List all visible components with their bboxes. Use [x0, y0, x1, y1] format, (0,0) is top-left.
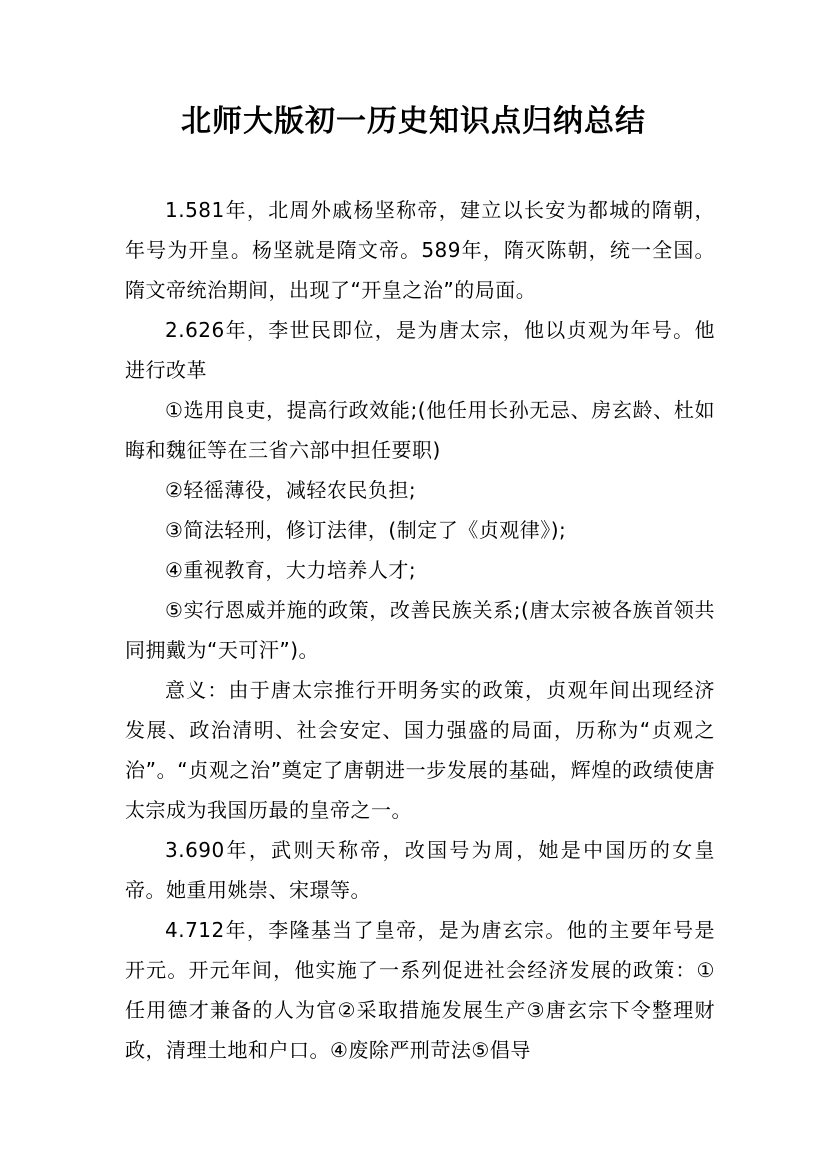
document-title: 北师大版初一历史知识点归纳总结 [181, 104, 646, 139]
paragraph-wu-zetian: 3.690年，武则天称帝，改国号为周，她是中国历的女皇帝。她重用姚崇、宋璟等。 [125, 838, 715, 902]
paragraph-reform-3: ③简法轻刑，修订法律，(制定了《贞观律》); [165, 518, 567, 542]
paragraph-reform-1: ①选用良吏，提高行政效能;(他任用长孙无忌、房玄龄、杜如晦和魏征等在三省六部中担任要职) [125, 398, 715, 462]
paragraph-reform-4: ④重视教育，大力培养人才; [165, 558, 417, 582]
paragraph-tang-taizong: 2.626年，李世民即位，是为唐太宗，他以贞观为年号。他进行改革 [125, 318, 715, 382]
paragraph-significance: 意义：由于唐太宗推行开明务实的政策，贞观年间出现经济发展、政治清明、社会安定、国力强盛的局面，历称为“贞观之治”。“贞观之治”奠定了唐朝进一步发展的基础，辉煌的政绩使唐太宗成为我国历最的皇帝之一。 [125, 678, 715, 822]
paragraph-reform-2: ②轻徭薄役，减轻农民负担; [165, 478, 417, 502]
paragraph-sui-dynasty: 1.581年，北周外戚杨坚称帝，建立以长安为都城的隋朝，年号为开皇。杨坚就是隋文帝。589年，隋灭陈朝，统一全国。隋文帝统治期间，出现了“开皇之治”的局面。 [125, 198, 715, 302]
paragraph-tang-xuanzong: 4.712年，李隆基当了皇帝，是为唐玄宗。他的主要年号是开元。开元年间，他实施了一系列促进社会经济发展的政策：①任用德才兼备的人为官②采取措施发展生产③唐玄宗下令整理财政，清理土地和户口。④废除严刑苛法⑤倡导 [125, 918, 715, 1062]
paragraph-reform-5: ⑤实行恩威并施的政策，改善民族关系;(唐太宗被各族首领共同拥戴为“天可汗”)。 [125, 598, 715, 662]
document-body [125, 190, 715, 1070]
